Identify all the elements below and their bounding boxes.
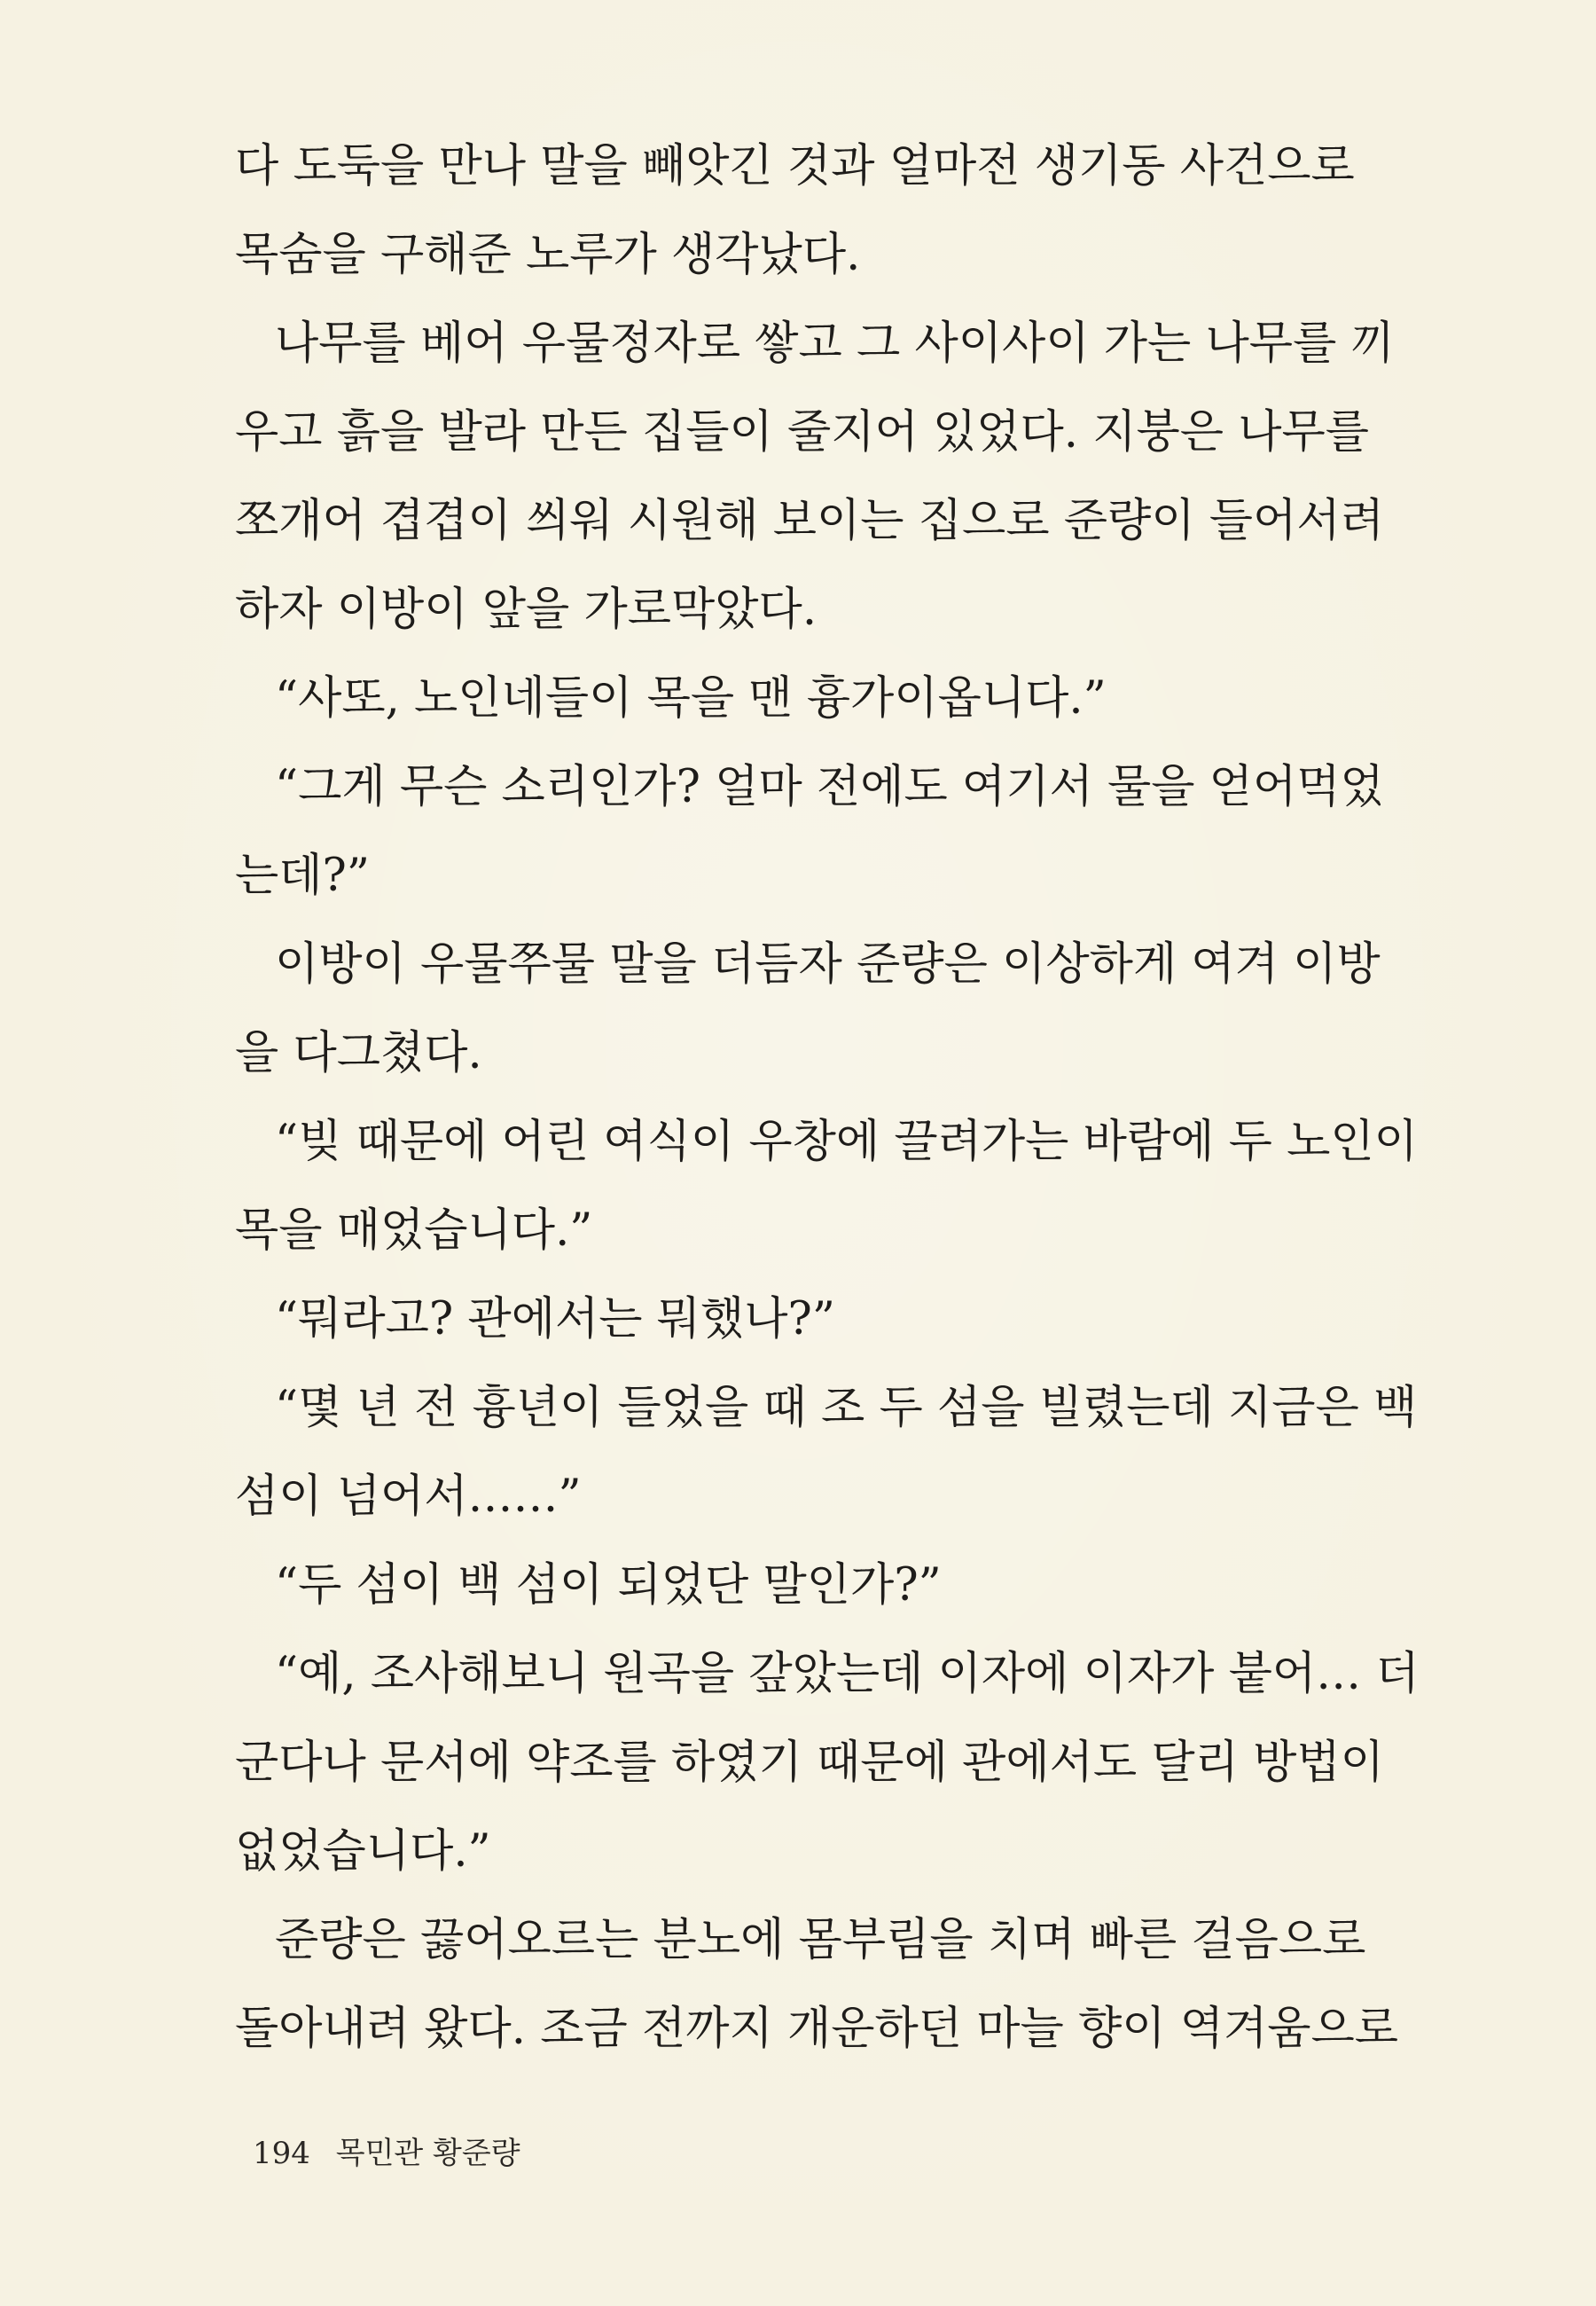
text-line: 없었습니다.” — [235, 1825, 491, 1878]
text-line: 을 다그쳤다. — [235, 1027, 482, 1079]
text-line: 쪼개어 겹겹이 씌워 시원해 보이는 집으로 준량이 들어서려 — [235, 495, 1384, 547]
body-text — [235, 122, 1472, 2074]
text-line: 목숨을 구해준 노루가 생각났다. — [235, 229, 861, 281]
page-number: 194 — [253, 2136, 310, 2171]
text-line: “뭐라고? 관에서는 뭐했나?” — [275, 1293, 835, 1345]
text-line: 는데?” — [235, 850, 370, 902]
text-line: 다 도둑을 만나 말을 빼앗긴 것과 얼마전 생기동 사건으로 — [235, 140, 1355, 192]
text-line: 준량은 끓어오르는 분노에 몸부림을 치며 빠른 걸음으로 — [275, 1914, 1366, 1966]
text-line: “그게 무슨 소리인가? 얼마 전에도 여기서 물을 얻어먹었 — [275, 761, 1384, 813]
text-line: 우고 흙을 발라 만든 집들이 줄지어 있었다. 지붕은 나무를 — [235, 406, 1370, 459]
page-footer — [253, 2127, 520, 2180]
text-line: 군다나 문서에 약조를 하였기 때문에 관에서도 달리 방법이 — [235, 1737, 1384, 1789]
text-line: 돌아내려 왔다. 조금 전까지 개운하던 마늘 향이 역겨움으로 — [235, 2003, 1399, 2055]
text-line: 하자 이방이 앞을 가로막았다. — [235, 584, 818, 636]
text-line: “예, 조사해보니 원곡을 갚았는데 이자에 이자가 붙어… 더 — [275, 1648, 1420, 1700]
text-line: 이방이 우물쭈물 말을 더듬자 준량은 이상하게 여겨 이방 — [275, 938, 1381, 991]
text-line: “몇 년 전 흉년이 들었을 때 조 두 섬을 빌렸는데 지금은 백 — [275, 1382, 1418, 1434]
running-title: 목민관 황준량 — [335, 2136, 520, 2171]
text-line: “사또, 노인네들이 목을 맨 흉가이옵니다.” — [275, 672, 1107, 725]
text-line: 섬이 넘어서……” — [235, 1471, 582, 1523]
text-line: “두 섬이 백 섬이 되었단 말인가?” — [275, 1559, 942, 1612]
text-line: 목을 매었습니다.” — [235, 1204, 593, 1257]
text-line: “빚 때문에 어린 여식이 우창에 끌려가는 바람에 두 노인이 — [275, 1116, 1418, 1168]
text-line: 나무를 베어 우물정자로 쌓고 그 사이사이 가는 나무를 끼 — [275, 318, 1395, 370]
